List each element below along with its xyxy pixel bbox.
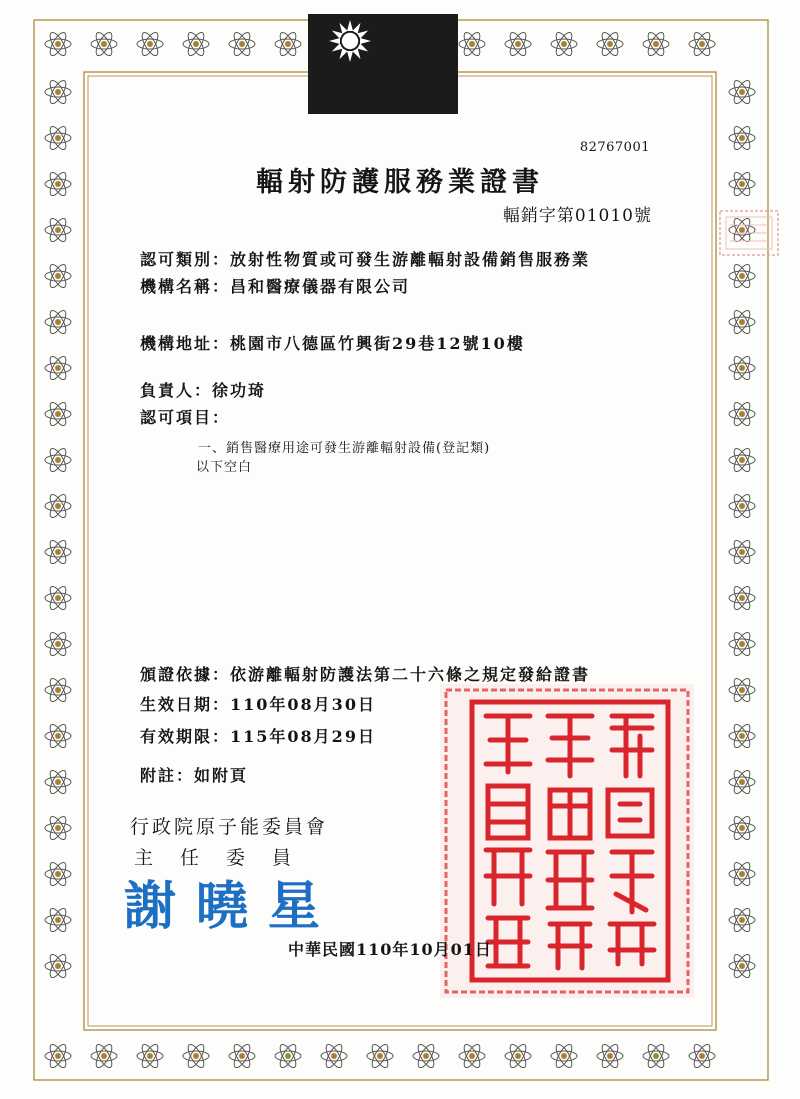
org-name-label: 機構名稱：	[140, 277, 231, 296]
category-value: 放射性物質或可發生游離輻射設備銷售服務業	[230, 250, 591, 269]
issuing-agency: 行政院原子能委員會	[130, 816, 329, 838]
expiry-value: 115年08月29日	[230, 727, 376, 746]
document-number: 輻銷字第01010號	[502, 206, 652, 226]
address-label: 機構地址：	[140, 334, 231, 353]
expiry-label: 有效期限：	[140, 727, 231, 746]
basis-value: 依游離輻射防護法第二十六條之規定發給證書	[230, 665, 591, 684]
side-stamp	[716, 207, 782, 259]
certificate-title: 輻射防護服務業證書	[256, 167, 544, 198]
items-label: 認可項目：	[140, 408, 231, 427]
expiry-row	[140, 724, 376, 747]
person-row	[140, 378, 266, 401]
basis-row	[140, 662, 590, 685]
issuer-position: 主 任 委 員	[134, 847, 296, 869]
serial-number: 82767001	[579, 140, 650, 155]
item-line: 以下空白	[196, 460, 253, 475]
issue-date: 中華民國110年10月01日	[288, 940, 492, 959]
item-line: 一、銷售醫療用途可發生游離輻射設備(登記類)	[198, 441, 491, 456]
category-row	[140, 247, 590, 270]
note-label: 附註：	[140, 766, 195, 785]
person-value: 徐功琦	[212, 381, 267, 400]
basis-label: 頒證依據：	[140, 665, 231, 684]
address-row	[140, 331, 525, 354]
org-name-value: 昌和醫療儀器有限公司	[230, 277, 411, 296]
person-label: 負責人：	[140, 381, 213, 400]
effective-date-row	[140, 692, 376, 715]
note-value: 如附頁	[194, 766, 249, 785]
address-value: 桃園市八德區竹興街29巷12號10樓	[230, 334, 525, 353]
handwritten-signature	[118, 868, 358, 938]
category-label: 認可類別：	[140, 250, 231, 269]
items-row	[140, 405, 230, 428]
note-row	[140, 763, 248, 786]
svg-text:謝曉星: 謝曉星	[124, 876, 341, 937]
effective-date-label: 生效日期：	[140, 695, 231, 714]
effective-date-value: 110年08月30日	[230, 695, 376, 714]
org-name-row	[140, 274, 410, 297]
national-emblem	[308, 14, 458, 114]
